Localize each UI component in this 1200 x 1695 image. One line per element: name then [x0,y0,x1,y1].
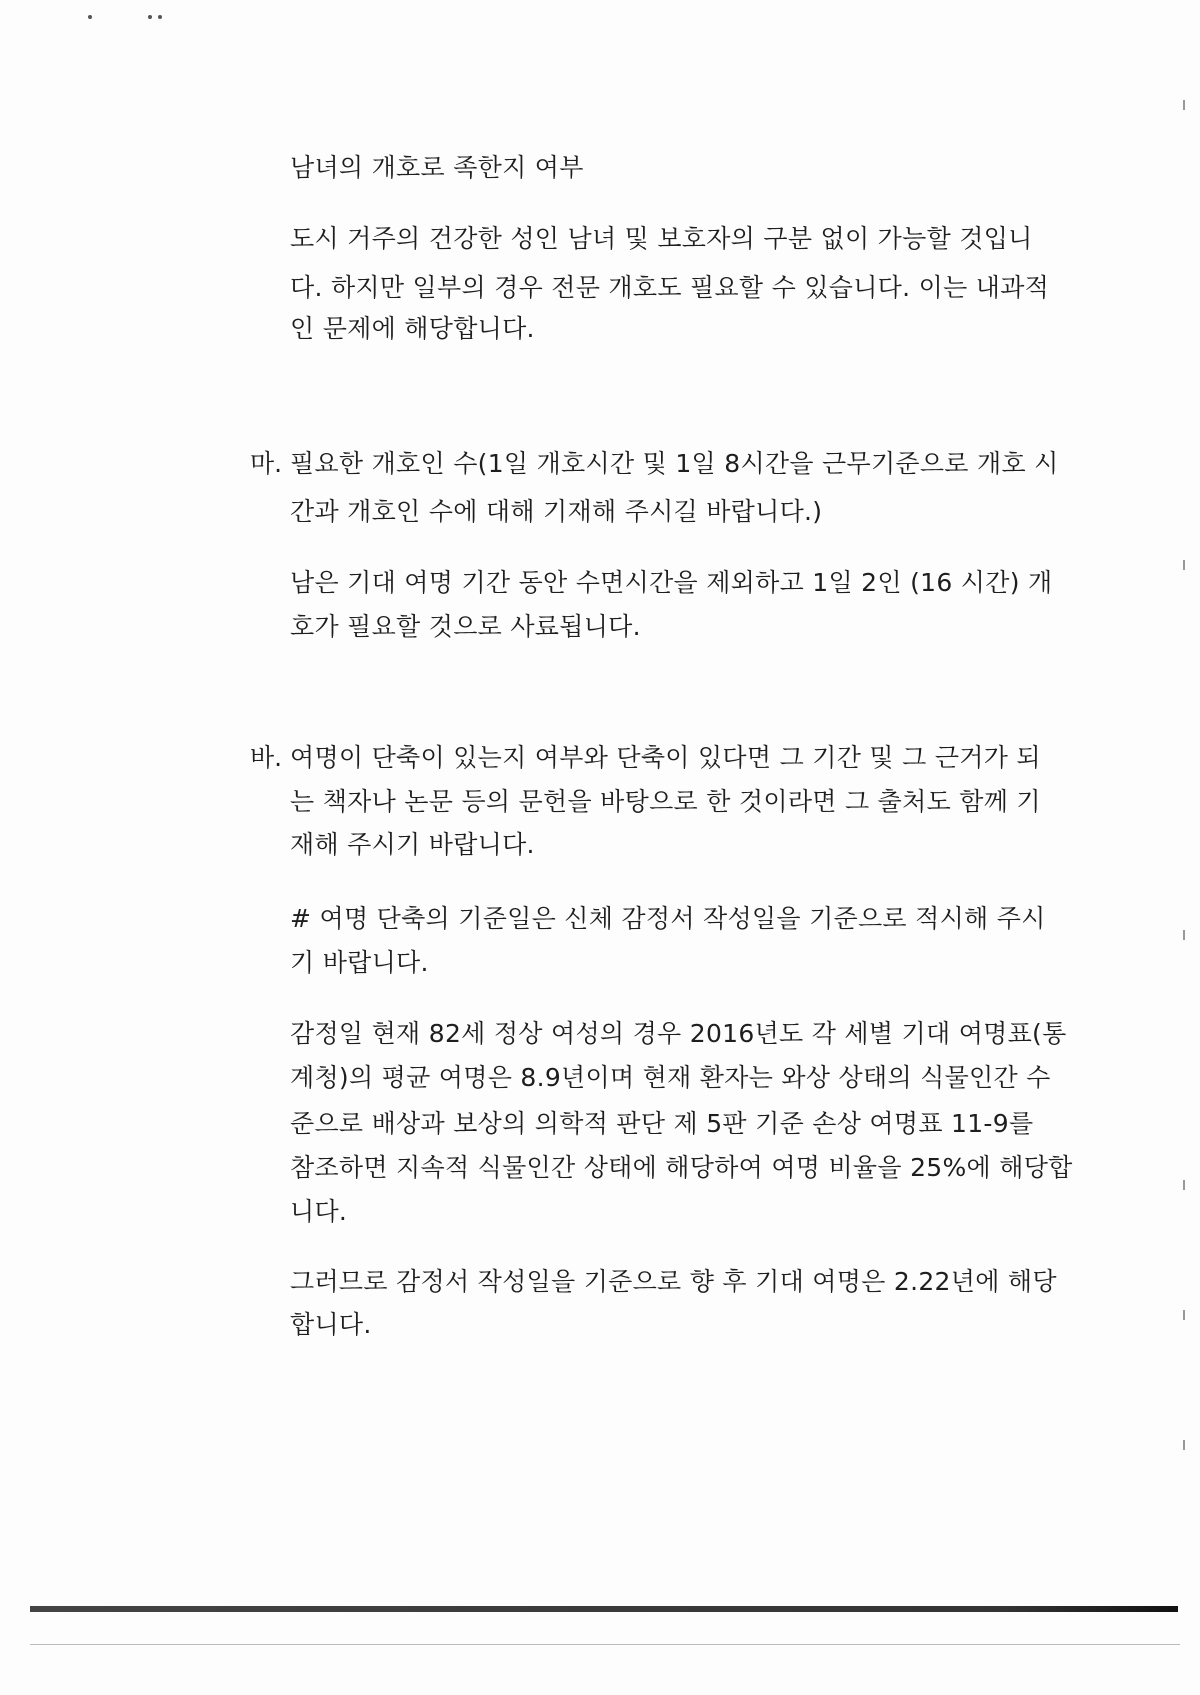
note-line: 기 바랍니다. [290,948,429,977]
question-line: 간과 개호인 수에 대해 기재해 주시길 바랍니다.) [290,497,823,526]
paragraph-line: 인 문제에 해당합니다. [290,314,535,343]
question-line: 재해 주시기 바랍니다. [290,830,535,859]
note-line: # 여명 단축의 기준일은 신체 감정서 작성일을 기준으로 적시해 주시 [290,904,1046,933]
answer-line: 준으로 배상과 보상의 의학적 판단 제 5판 기준 손상 여명표 11-9를 [290,1109,1034,1138]
scan-edge-mark [1183,1440,1185,1450]
answer-line: 남은 기대 여명 기간 동안 수면시간을 제외하고 1일 2인 (16 시간) 개 [290,568,1053,597]
scan-edge-mark [1183,1180,1185,1190]
section-marker-ba: 바. [250,743,283,772]
answer-line: 호가 필요할 것으로 사료됩니다. [290,612,641,641]
scan-edge-mark [1183,560,1185,570]
scan-edge-mark [1183,930,1185,940]
paragraph-heading: 남녀의 개호로 족한지 여부 [290,153,584,182]
answer-line: 감정일 현재 82세 정상 여성의 경우 2016년도 각 세별 기대 여명표(통 [290,1019,1067,1048]
footer-rule [30,1606,1178,1612]
paragraph-line: 다. 하지만 일부의 경우 전문 개호도 필요할 수 있습니다. 이는 내과적 [290,273,1050,302]
answer-line: 니다. [290,1197,348,1226]
footer-thin-rule [30,1644,1180,1645]
conclusion-line: 합니다. [290,1310,372,1339]
conclusion-line: 그러므로 감정서 작성일을 기준으로 향 후 기대 여명은 2.22년에 해당 [290,1267,1057,1296]
answer-line: 계청)의 평균 여명은 8.9년이며 현재 환자는 와상 상태의 식물인간 수 [290,1063,1051,1092]
scan-artifact-dots [60,6,200,26]
answer-line: 참조하면 지속적 식물인간 상태에 해당하여 여명 비율을 25%에 해당합 [290,1153,1073,1182]
question-line: 필요한 개호인 수(1일 개호시간 및 1일 8시간을 근무기준으로 개호 시 [290,449,1059,478]
paragraph-line: 도시 거주의 건강한 성인 남녀 및 보호자의 구분 없이 가능할 것입니 [290,224,1033,253]
scan-edge-mark [1183,100,1185,110]
section-marker-ma: 마. [250,449,283,478]
question-line: 여명이 단축이 있는지 여부와 단축이 있다면 그 기간 및 그 근거가 되 [290,743,1041,772]
scan-edge-mark [1183,1310,1185,1320]
question-line: 는 책자나 논문 등의 문헌을 바탕으로 한 것이라면 그 출처도 함께 기 [290,787,1041,816]
